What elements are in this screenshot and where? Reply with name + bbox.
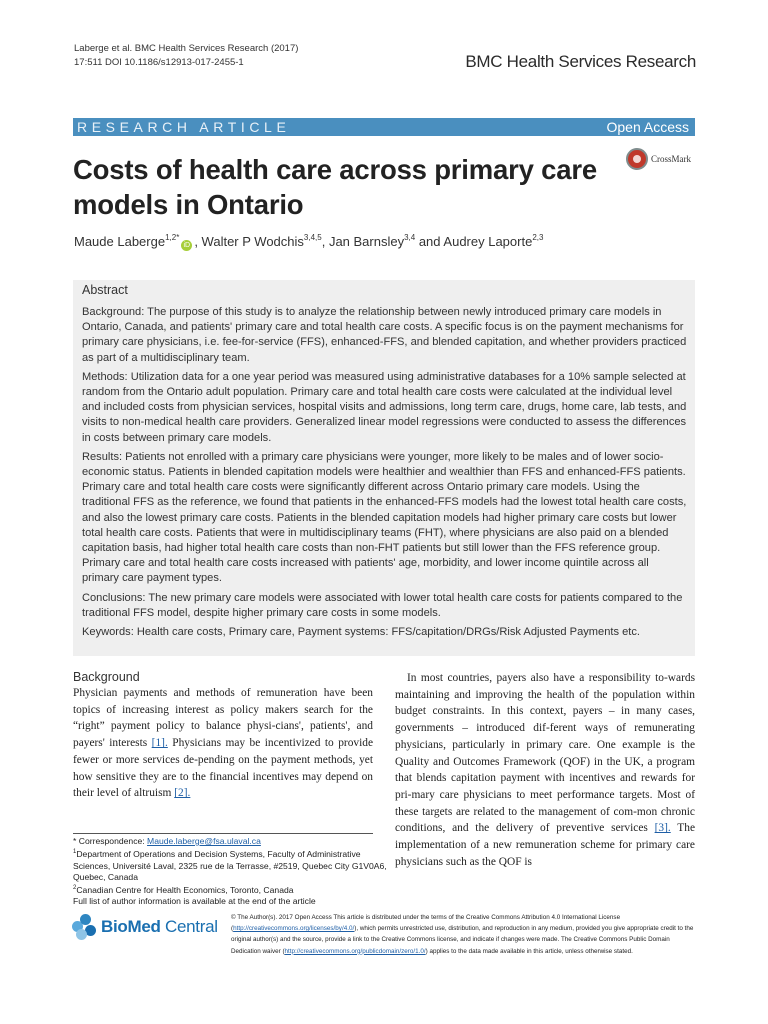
biomed-central-logo	[72, 914, 218, 940]
abstract-keywords: Keywords: Health care costs, Primary care, Payment systems: FFS/capitation/DRGs/Risk Adjusted Payments etc.	[82, 626, 640, 639]
author-affiliation: 2,3	[532, 233, 544, 242]
author-separator: ,	[194, 234, 202, 249]
biomed-central-wordmark	[101, 917, 218, 937]
license-text: © The Author(s). 2017 Open Access This article is distributed under the terms of the Creative Commons Attribution 4.0 International License (	[231, 914, 621, 933]
body-paragraph	[395, 670, 695, 870]
citation-line-1: Laberge et al. BMC Health Services Research (2017)	[74, 43, 299, 54]
reference-link[interactable]: [2].	[174, 787, 191, 800]
affiliation-number: 2	[73, 885, 77, 892]
body-text-span: Physician payments and methods of remuneration have been topics of increasing interest as policy makers search for the “right” payment policy to balance physi-cians', patients', and payers' interests	[73, 687, 373, 750]
citation-header	[74, 42, 298, 70]
body-column-right	[395, 670, 695, 870]
affiliation-text: Department of Operations and Decision Systems, Faculty of Administrative Sciences, Université Laval, 2325 rue de la Terrasse, #2519, Quebec City G1V0A6, Quebec, Canada	[73, 849, 387, 882]
license-link[interactable]: http://creativecommons.org/licenses/by/4.0/	[233, 925, 355, 933]
affiliation-text: Canadian Centre for Health Economics, Toronto, Canada	[76, 885, 294, 896]
article-type-banner	[73, 118, 695, 136]
abstract-results: Results: Patients not enrolled with a primary care physicians were younger, more likely to be males and of lower socio-economic status. Patients in blended capitation models were healthier and wealthier than FFS and enhanced-FFS patients. Primary care and total health care costs were significantly different across Ontario primary care models. Using the traditional FFS as the reference, we found that patients in the enhanced-FFS models had the lowest total health care costs, and also the lowest primary care costs. Patients in the blended capitation models had higher primary care costs but lower total health care costs. Patients that were in multidisciplinary teams (FHT), where physicians are also paid on a blended capitation basis, had higher total health care costs than non-FHT patients but still lower than the FFS reference group. Primary care and total health care costs increased with patients' age, morbidity, and lower income quintile across all primary care payment types.	[82, 450, 687, 585]
article-type-label: RESEARCH ARTICLE	[77, 119, 291, 135]
affiliation-1	[73, 847, 393, 883]
open-access-label: Open Access	[606, 119, 689, 135]
body-paragraph	[73, 685, 373, 802]
author-separator: ,	[321, 234, 329, 249]
license-text: ), which permits unrestricted use, distribution, and reproduction in any medium, provided you give appropriate credit to the original author(s) and the source, provide a link to the Creative Commons license, and indicate if changes were made. The Creative Commons Public Domain Dedication waiver (	[231, 925, 694, 955]
abstract-conclusions: Conclusions: The new primary care models were associated with lower total health care costs for patients compared to the traditional FFS model, despite higher primary care costs in some models.	[82, 591, 683, 619]
author-affiliation: 1,2*	[165, 233, 180, 242]
abstract-heading: Abstract	[82, 283, 128, 297]
crossmark-icon	[626, 148, 648, 170]
crossmark-button[interactable]	[626, 148, 691, 170]
biomed-wordmark-bold: BioMed	[101, 917, 161, 936]
biomed-wordmark-rest: Central	[160, 917, 218, 936]
correspondence-label: * Correspondence:	[73, 836, 148, 846]
abstract-background: Background: The purpose of this study is to analyze the relationship between newly introduced primary care models in Ontario, Canada, and patients' primary care and total health care costs. A specific focus is on the payment mechanisms for primary care physicians, i.e. fee-for-service (FFS), enhanced-FFS, and blended capitation, and whether providers practiced as part of a multidisciplinary team.	[82, 306, 687, 364]
body-text-span: The implementation of a new remuneration scheme for primary care physicians such as the QOF is	[395, 822, 696, 868]
crossmark-label: CrossMark	[651, 154, 691, 164]
article-title: Costs of health care across primary care models in Ontario	[73, 154, 597, 220]
affiliation-number: 1	[73, 849, 77, 856]
license-text: ) applies to the data made available in this article, unless otherwise stated.	[425, 947, 633, 955]
license-statement	[231, 912, 701, 957]
author-name: Maude Laberge	[74, 234, 166, 249]
orcid-icon[interactable]: iD	[181, 240, 192, 251]
public-domain-link[interactable]: http://creativecommons.org/publicdomain/zero/1.0/	[284, 947, 426, 955]
correspondence-line	[73, 836, 393, 847]
affiliation-2	[73, 883, 393, 896]
author-affiliation: 3,4	[404, 233, 416, 242]
journal-name: BMC Health Services Research	[465, 52, 696, 71]
reference-link[interactable]: [3].	[654, 822, 671, 835]
citation-line-2: 17:511 DOI 10.1186/s12913-017-2455-1	[74, 57, 244, 68]
author-list	[74, 233, 543, 251]
footnote-divider	[73, 833, 373, 834]
author-name: Walter P Wodchis	[201, 234, 304, 249]
author-separator: and	[415, 234, 444, 249]
biomed-central-icon	[72, 914, 98, 940]
author-name: Jan Barnsley	[328, 234, 405, 249]
body-text-span: In most countries, payers also have a responsibility to-wards maintaining and improving the health of the population within budget constraints. In this context, payers – in many cases, governments – introduced dif-ferent ways of remunerating physicians, particularly in primary care. One example is the Quality and Outcomes Framework (QOF) in the UK, a program that blends capitation payment with incentives and rewards for pri-mary care physicians to meet performance targets. Most of these targets are related to the management of com-mon chronic conditions, and the delivery of preventive services	[395, 672, 695, 835]
reference-link[interactable]: [1].	[151, 737, 168, 750]
correspondence-email-link[interactable]: Maude.laberge@fsa.ulaval.ca	[147, 836, 261, 846]
abstract-methods: Methods: Utilization data for a one year period was measured using administrative databases for a 10% sample selected at random from the Ontario adult population. Primary care and total health care costs were calculated at the individual level and included costs from physician services, hospital visits and admissions, long term care, drugs, home care, lab tests, and visits to non-medical health care providers. Generalized linear model regressions were conducted to assess the differences in costs between primary care models.	[82, 370, 687, 444]
body-text-span: Physicians may be incentivized to provide fewer or more services de-pending on the payment methods, yet how sensitive they are to the financial incentives may depend on their level of altruism	[73, 737, 373, 800]
abstract-box	[73, 280, 695, 656]
section-heading-background: Background	[73, 670, 140, 684]
body-column-left	[73, 670, 373, 802]
author-affiliation: 3,4,5	[303, 233, 322, 242]
author-name: Audrey Laporte	[443, 234, 533, 249]
footnotes	[73, 836, 393, 908]
author-info-note: Full list of author information is available at the end of the article	[73, 896, 316, 907]
